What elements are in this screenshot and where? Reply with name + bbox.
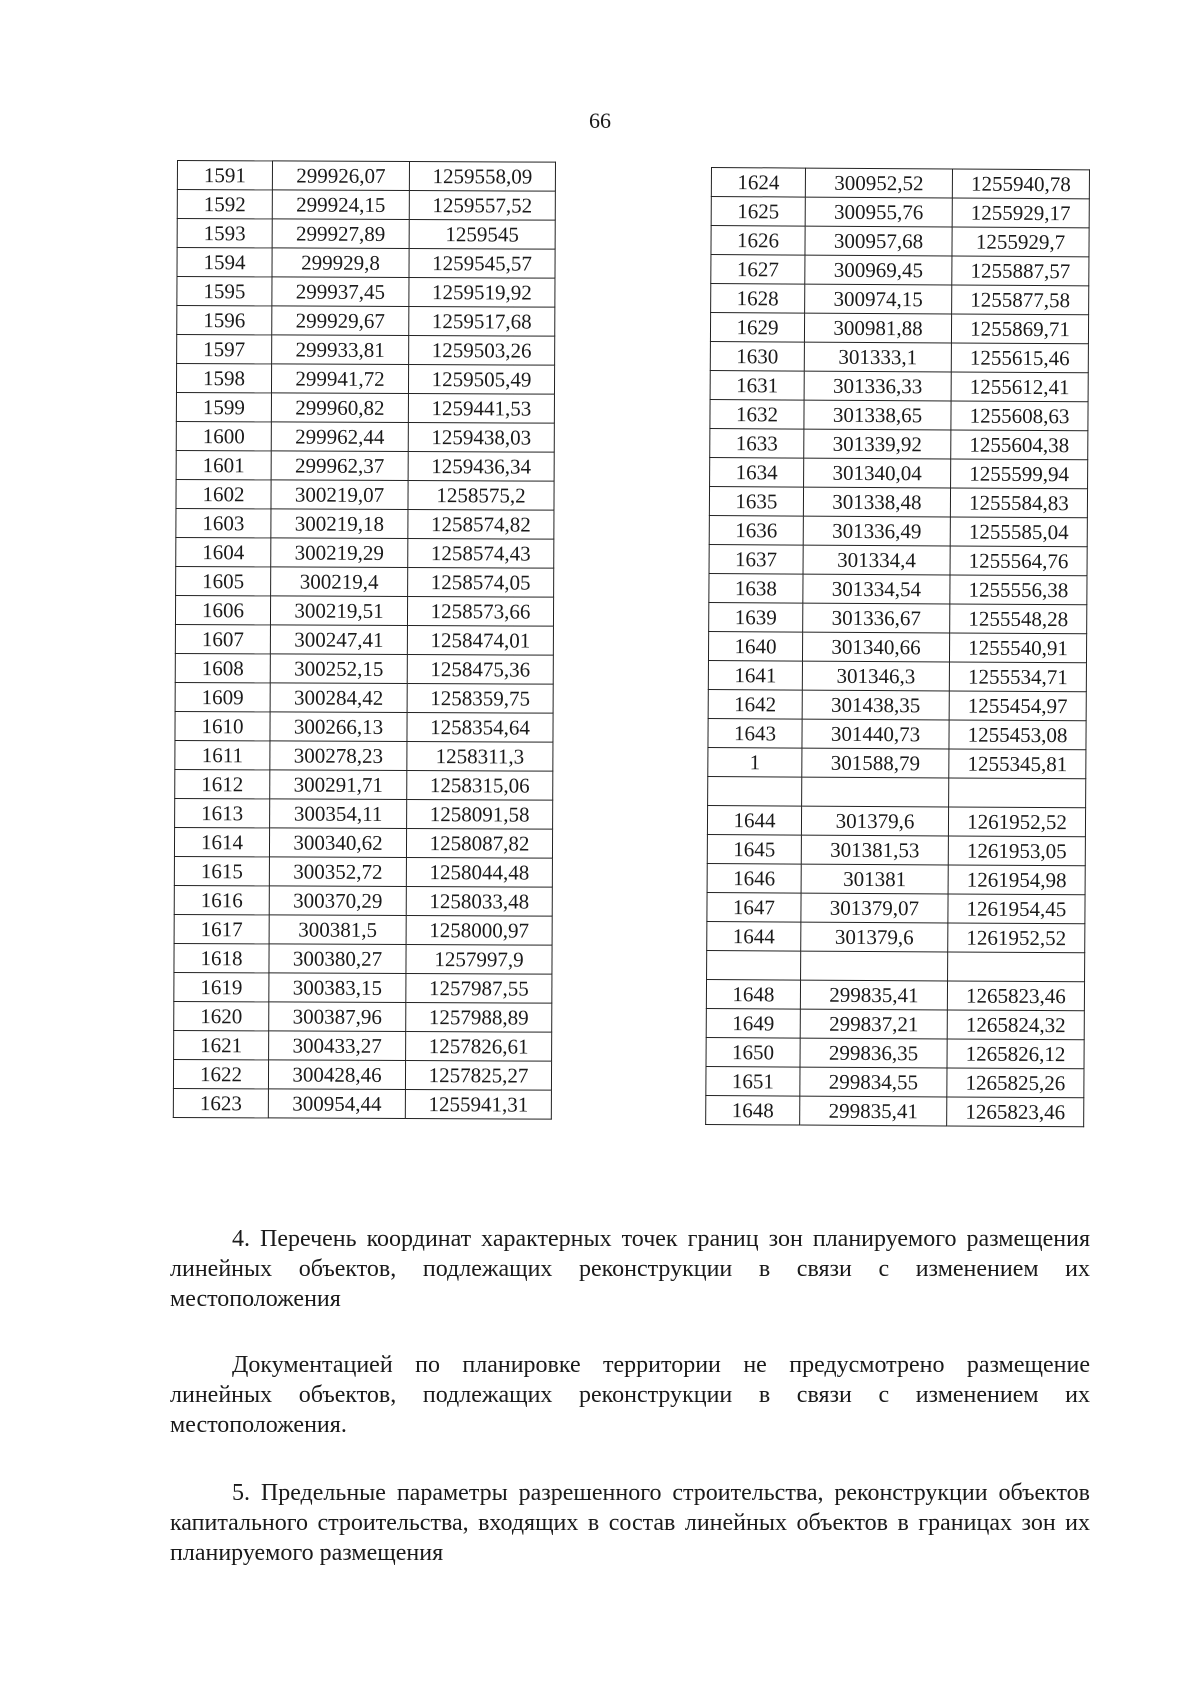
table-row [175,595,553,626]
point-number-cell: 1594 [177,248,272,277]
y-coordinate-cell: 1255940,78 [952,169,1089,199]
x-coordinate-cell: 301340,04 [804,458,951,488]
point-number-cell: 1628 [711,284,805,314]
y-coordinate-cell: 1259441,53 [408,394,554,424]
table-row [709,602,1087,633]
y-coordinate-cell: 1255599,94 [951,459,1088,489]
table-left-body [173,161,555,1120]
table-row [177,335,555,366]
x-coordinate-cell: 299937,45 [272,277,409,307]
table-row [175,798,553,829]
x-coordinate-cell: 301379,6 [801,806,948,836]
point-number-cell: 1612 [175,769,270,798]
table-row [707,892,1085,923]
y-coordinate-cell: 1259558,09 [409,162,555,192]
x-coordinate-cell: 301381 [801,864,948,894]
x-coordinate-cell: 300387,96 [269,1002,406,1032]
table-row [174,1030,552,1061]
y-coordinate-cell: 1255548,28 [950,604,1087,634]
x-coordinate-cell: 300219,51 [270,596,407,626]
y-coordinate-cell: 1265825,26 [947,1068,1084,1098]
table-row [710,370,1088,401]
point-number-cell: 1651 [706,1066,800,1096]
x-coordinate-cell: 300981,88 [804,313,951,343]
y-coordinate-cell: 1259503,26 [409,336,555,366]
section-4-body: Документацией по планировке территории не предусмотрено размещение линейных объектов, подлежащих реконструкции в связи с изменением их местоположения. [170,1352,1090,1438]
point-number-cell: 1613 [175,798,270,827]
table-row [706,1066,1084,1097]
point-number-cell: 1647 [707,892,801,922]
table-row [710,341,1088,372]
x-coordinate-cell: 300266,13 [270,712,407,742]
table-row [709,515,1087,546]
y-coordinate-cell: 1265823,46 [947,981,1084,1011]
table-row [709,486,1087,517]
y-coordinate-cell: 1255584,83 [950,488,1087,518]
y-coordinate-cell: 1255556,38 [950,575,1087,605]
x-coordinate-cell: 301336,33 [804,371,951,401]
point-number-cell: 1635 [709,486,803,516]
y-coordinate-cell: 1259545 [409,220,555,250]
x-coordinate-cell: 301336,49 [803,516,950,546]
table-row [711,284,1089,315]
point-number-cell: 1633 [710,428,804,458]
x-coordinate-cell: 301438,35 [802,690,949,720]
y-coordinate-cell: 1261953,05 [948,836,1085,866]
point-number-cell: 1591 [177,161,272,190]
y-coordinate-cell: 1257988,89 [406,1003,552,1033]
x-coordinate-cell: 300969,45 [805,255,952,285]
x-coordinate-cell: 299929,8 [272,248,409,278]
x-coordinate-cell: 300219,07 [271,480,408,510]
x-coordinate-cell: 299962,37 [271,451,408,481]
x-coordinate-cell: 299836,35 [800,1038,947,1068]
y-coordinate-cell: 1261954,98 [948,865,1085,895]
table-row [707,863,1085,894]
x-coordinate-cell: 301379,6 [801,922,948,952]
table-row [177,190,555,221]
table-row [176,566,554,597]
point-number-cell: 1603 [176,508,271,537]
y-coordinate-cell: 1261954,45 [948,894,1085,924]
table-row [174,885,552,916]
y-coordinate-cell: 1258574,05 [408,568,554,598]
x-coordinate-cell: 300380,27 [269,944,406,974]
point-number-cell: 1637 [709,544,803,574]
x-coordinate-cell [802,777,949,807]
point-number-cell: 1598 [176,364,271,393]
y-coordinate-cell: 1258315,06 [407,771,553,801]
y-coordinate-cell: 1259505,49 [408,365,554,395]
point-number-cell: 1640 [708,631,802,661]
x-coordinate-cell: 300340,62 [269,828,406,858]
point-number-cell: 1638 [709,573,803,603]
point-number-cell: 1609 [175,682,270,711]
section-5 [170,1478,1090,1568]
section-4-heading: 4. Перечень координат характерных точек границ зон планируемого размещения линейных объектов, подлежащих реконструкции в связи с изменением их местоположения [170,1226,1090,1312]
table-row [708,747,1086,778]
point-number-cell: 1604 [176,537,271,566]
point-number-cell: 1615 [174,856,269,885]
point-number-cell: 1636 [709,515,803,545]
y-coordinate-cell: 1259557,52 [409,191,555,221]
y-coordinate-cell: 1258474,01 [407,626,553,656]
y-coordinate-cell: 1255345,81 [949,749,1086,779]
point-number-cell: 1617 [174,914,269,943]
x-coordinate-cell: 300433,27 [269,1031,406,1061]
section-4 [170,1224,1090,1314]
table-row [706,1095,1084,1126]
x-coordinate-cell: 300952,52 [805,168,952,198]
table-row [174,972,552,1003]
table-row [175,653,553,684]
x-coordinate-cell: 300383,15 [269,973,406,1003]
point-number-cell: 1607 [175,624,270,653]
point-number-cell: 1619 [174,972,269,1001]
x-coordinate-cell: 301379,07 [801,893,948,923]
point-number-cell: 1650 [706,1037,800,1067]
table-right-body [706,168,1090,1127]
table-row [710,313,1088,344]
point-number-cell: 1595 [177,277,272,306]
y-coordinate-cell: 1255564,76 [950,546,1087,576]
table-row [176,421,554,452]
y-coordinate-cell: 1258573,66 [407,597,553,627]
point-number-cell: 1623 [173,1088,268,1117]
x-coordinate-cell: 299960,82 [271,393,408,423]
y-coordinate-cell: 1258354,64 [407,713,553,743]
point-number-cell: 1596 [177,306,272,335]
table-row [708,776,1086,807]
point-number-cell: 1629 [710,313,804,343]
y-coordinate-cell: 1255454,97 [949,691,1086,721]
y-coordinate-cell: 1255585,04 [950,517,1087,547]
x-coordinate-cell: 300428,46 [268,1060,405,1090]
y-coordinate-cell: 1257997,9 [406,945,552,975]
x-coordinate-cell: 301340,66 [802,632,949,662]
table-row [175,682,553,713]
section-5-heading: 5. Предельные параметры разрешенного строительства, реконструкции объектов капитального строительства, входящих в состав линейных объектов в границах зон их планируемого размещения [170,1480,1090,1566]
x-coordinate-cell: 299835,41 [800,980,947,1010]
page-number: 66 [589,108,611,133]
table-row [174,943,552,974]
point-number-cell: 1618 [174,943,269,972]
coordinates-table-left [173,160,556,1120]
y-coordinate-cell: 1258091,58 [407,800,553,830]
y-coordinate-cell [948,952,1085,982]
x-coordinate-cell: 299941,72 [271,364,408,394]
table-row [177,161,555,192]
x-coordinate-cell: 299962,44 [271,422,408,452]
x-coordinate-cell: 299927,89 [272,219,409,249]
table-row [174,1001,552,1032]
y-coordinate-cell: 1258044,48 [406,858,552,888]
point-number-cell: 1610 [175,711,270,740]
x-coordinate-cell: 301336,67 [803,603,950,633]
table-row [711,255,1089,286]
y-coordinate-cell: 1255615,46 [951,343,1088,373]
y-coordinate-cell: 1259438,03 [408,423,554,453]
y-coordinate-cell: 1258574,82 [408,510,554,540]
table-row [709,544,1087,575]
table-row [176,537,554,568]
table-row [711,168,1089,199]
x-coordinate-cell: 300219,29 [271,538,408,568]
x-coordinate-cell: 301338,65 [804,400,951,430]
point-number-cell: 1644 [707,921,801,951]
x-coordinate-cell: 300252,15 [270,654,407,684]
table-row [711,197,1089,228]
x-coordinate-cell: 301333,1 [804,342,951,372]
point-number-cell: 1592 [177,190,272,219]
table-row [707,921,1085,952]
table-row [176,479,554,510]
coordinates-table-right [705,167,1090,1127]
y-coordinate-cell: 1258575,2 [408,481,554,511]
table-row [174,827,552,858]
section-4-note [170,1350,1090,1440]
point-number-cell: 1614 [174,827,269,856]
y-coordinate-cell: 1255612,41 [951,372,1088,402]
point-number-cell: 1616 [174,885,269,914]
table-row [176,508,554,539]
point-number-cell: 1648 [706,979,800,1009]
x-coordinate-cell: 301334,4 [803,545,950,575]
table-row [710,399,1088,430]
y-coordinate-cell: 1255887,57 [952,256,1089,286]
point-number-cell: 1643 [708,718,802,748]
x-coordinate-cell: 300219,4 [271,567,408,597]
y-coordinate-cell: 1255877,58 [952,285,1089,315]
table-row [706,1008,1084,1039]
y-coordinate-cell: 1265826,12 [947,1039,1084,1069]
point-number-cell: 1634 [710,457,804,487]
y-coordinate-cell: 1265824,32 [947,1010,1084,1040]
x-coordinate-cell: 300352,72 [269,857,406,887]
y-coordinate-cell: 1258359,75 [407,684,553,714]
y-coordinate-cell: 1255534,71 [949,662,1086,692]
y-coordinate-cell: 1255453,08 [949,720,1086,750]
y-coordinate-cell: 1258000,97 [406,916,552,946]
table-row [175,711,553,742]
table-row [708,660,1086,691]
point-number-cell: 1625 [711,197,805,227]
y-coordinate-cell: 1257825,27 [405,1061,551,1091]
point-number-cell: 1622 [173,1059,268,1088]
point-number-cell: 1600 [176,421,271,450]
point-number-cell: 1627 [711,255,805,285]
point-number-cell: 1632 [710,399,804,429]
y-coordinate-cell: 1255941,31 [405,1090,551,1120]
y-coordinate-cell: 1258311,3 [407,742,553,772]
table-row [177,306,555,337]
point-number-cell: 1630 [710,341,804,371]
x-coordinate-cell: 301338,48 [803,487,950,517]
table-row [709,573,1087,604]
y-coordinate-cell: 1255604,38 [951,430,1088,460]
x-coordinate-cell: 300957,68 [805,226,952,256]
point-number-cell: 1608 [175,653,270,682]
y-coordinate-cell: 1258033,48 [406,887,552,917]
point-number-cell: 1639 [709,602,803,632]
point-number-cell: 1626 [711,226,805,256]
y-coordinate-cell: 1255929,7 [952,227,1089,257]
y-coordinate-cell: 1255540,91 [949,633,1086,663]
table-row [177,277,555,308]
x-coordinate-cell: 301588,79 [802,748,949,778]
table-row [173,1059,551,1090]
y-coordinate-cell: 1259517,68 [409,307,555,337]
x-coordinate-cell: 300284,42 [270,683,407,713]
point-number-cell: 1 [708,747,802,777]
table-row [707,950,1085,981]
x-coordinate-cell: 300955,76 [805,197,952,227]
point-number-cell: 1641 [708,660,802,690]
y-coordinate-cell: 1258574,43 [408,539,554,569]
y-coordinate-cell: 1261952,52 [948,923,1085,953]
x-coordinate-cell: 301381,53 [801,835,948,865]
x-coordinate-cell: 299933,81 [272,335,409,365]
x-coordinate-cell: 301440,73 [802,719,949,749]
x-coordinate-cell: 299926,07 [272,161,409,191]
x-coordinate-cell: 300219,18 [271,509,408,539]
x-coordinate-cell: 299834,55 [800,1067,947,1097]
table-row [706,979,1084,1010]
point-number-cell: 1599 [176,392,271,421]
y-coordinate-cell: 1255869,71 [951,314,1088,344]
point-number-cell: 1621 [174,1030,269,1059]
y-coordinate-cell: 1257826,61 [406,1032,552,1062]
table-row [176,450,554,481]
y-coordinate-cell: 1265823,46 [947,1097,1084,1127]
table-row [177,248,555,279]
x-coordinate-cell: 301346,3 [802,661,949,691]
x-coordinate-cell: 300354,11 [270,799,407,829]
table-row [710,428,1088,459]
x-coordinate-cell: 301339,92 [804,429,951,459]
point-number-cell: 1605 [176,566,271,595]
x-coordinate-cell: 300381,5 [269,915,406,945]
point-number-cell: 1644 [707,805,801,835]
x-coordinate-cell: 299835,41 [800,1096,947,1126]
table-row [708,718,1086,749]
x-coordinate-cell: 300247,41 [270,625,407,655]
table-row [175,769,553,800]
table-row [708,689,1086,720]
y-coordinate-cell: 1259436,34 [408,452,554,482]
table-row [173,1088,551,1119]
point-number-cell: 1620 [174,1001,269,1030]
table-row [708,631,1086,662]
x-coordinate-cell: 300291,71 [270,770,407,800]
point-number-cell [707,950,801,980]
x-coordinate-cell: 299929,67 [272,306,409,336]
y-coordinate-cell: 1255929,17 [952,198,1089,228]
point-number-cell: 1648 [706,1095,800,1125]
point-number-cell: 1631 [710,370,804,400]
x-coordinate-cell: 300954,44 [268,1089,405,1119]
x-coordinate-cell: 299924,15 [272,190,409,220]
point-number-cell: 1611 [175,740,270,769]
x-coordinate-cell: 301334,54 [803,574,950,604]
y-coordinate-cell: 1257987,55 [406,974,552,1004]
y-coordinate-cell: 1255608,63 [951,401,1088,431]
y-coordinate-cell: 1261952,52 [948,807,1085,837]
table-row [707,805,1085,836]
table-row [174,914,552,945]
table-row [706,1037,1084,1068]
x-coordinate-cell: 299837,21 [800,1009,947,1039]
point-number-cell: 1602 [176,479,271,508]
point-number-cell: 1642 [708,689,802,719]
table-row [175,740,553,771]
y-coordinate-cell: 1258087,82 [406,829,552,859]
point-number-cell [708,776,802,806]
table-row [175,624,553,655]
point-number-cell: 1646 [707,863,801,893]
table-row [174,856,552,887]
table-row [711,226,1089,257]
x-coordinate-cell [801,951,948,981]
x-coordinate-cell: 300974,15 [805,284,952,314]
y-coordinate-cell: 1258475,36 [407,655,553,685]
table-row [176,364,554,395]
x-coordinate-cell: 300278,23 [270,741,407,771]
x-coordinate-cell: 300370,29 [269,886,406,916]
point-number-cell: 1645 [707,834,801,864]
point-number-cell: 1606 [175,595,270,624]
point-number-cell: 1649 [706,1008,800,1038]
y-coordinate-cell: 1259545,57 [409,249,555,279]
point-number-cell: 1597 [177,335,272,364]
table-row [707,834,1085,865]
y-coordinate-cell [949,778,1086,808]
point-number-cell: 1593 [177,219,272,248]
table-row [177,219,555,250]
y-coordinate-cell: 1259519,92 [409,278,555,308]
point-number-cell: 1624 [711,168,805,198]
table-row [176,392,554,423]
point-number-cell: 1601 [176,450,271,479]
table-row [710,457,1088,488]
